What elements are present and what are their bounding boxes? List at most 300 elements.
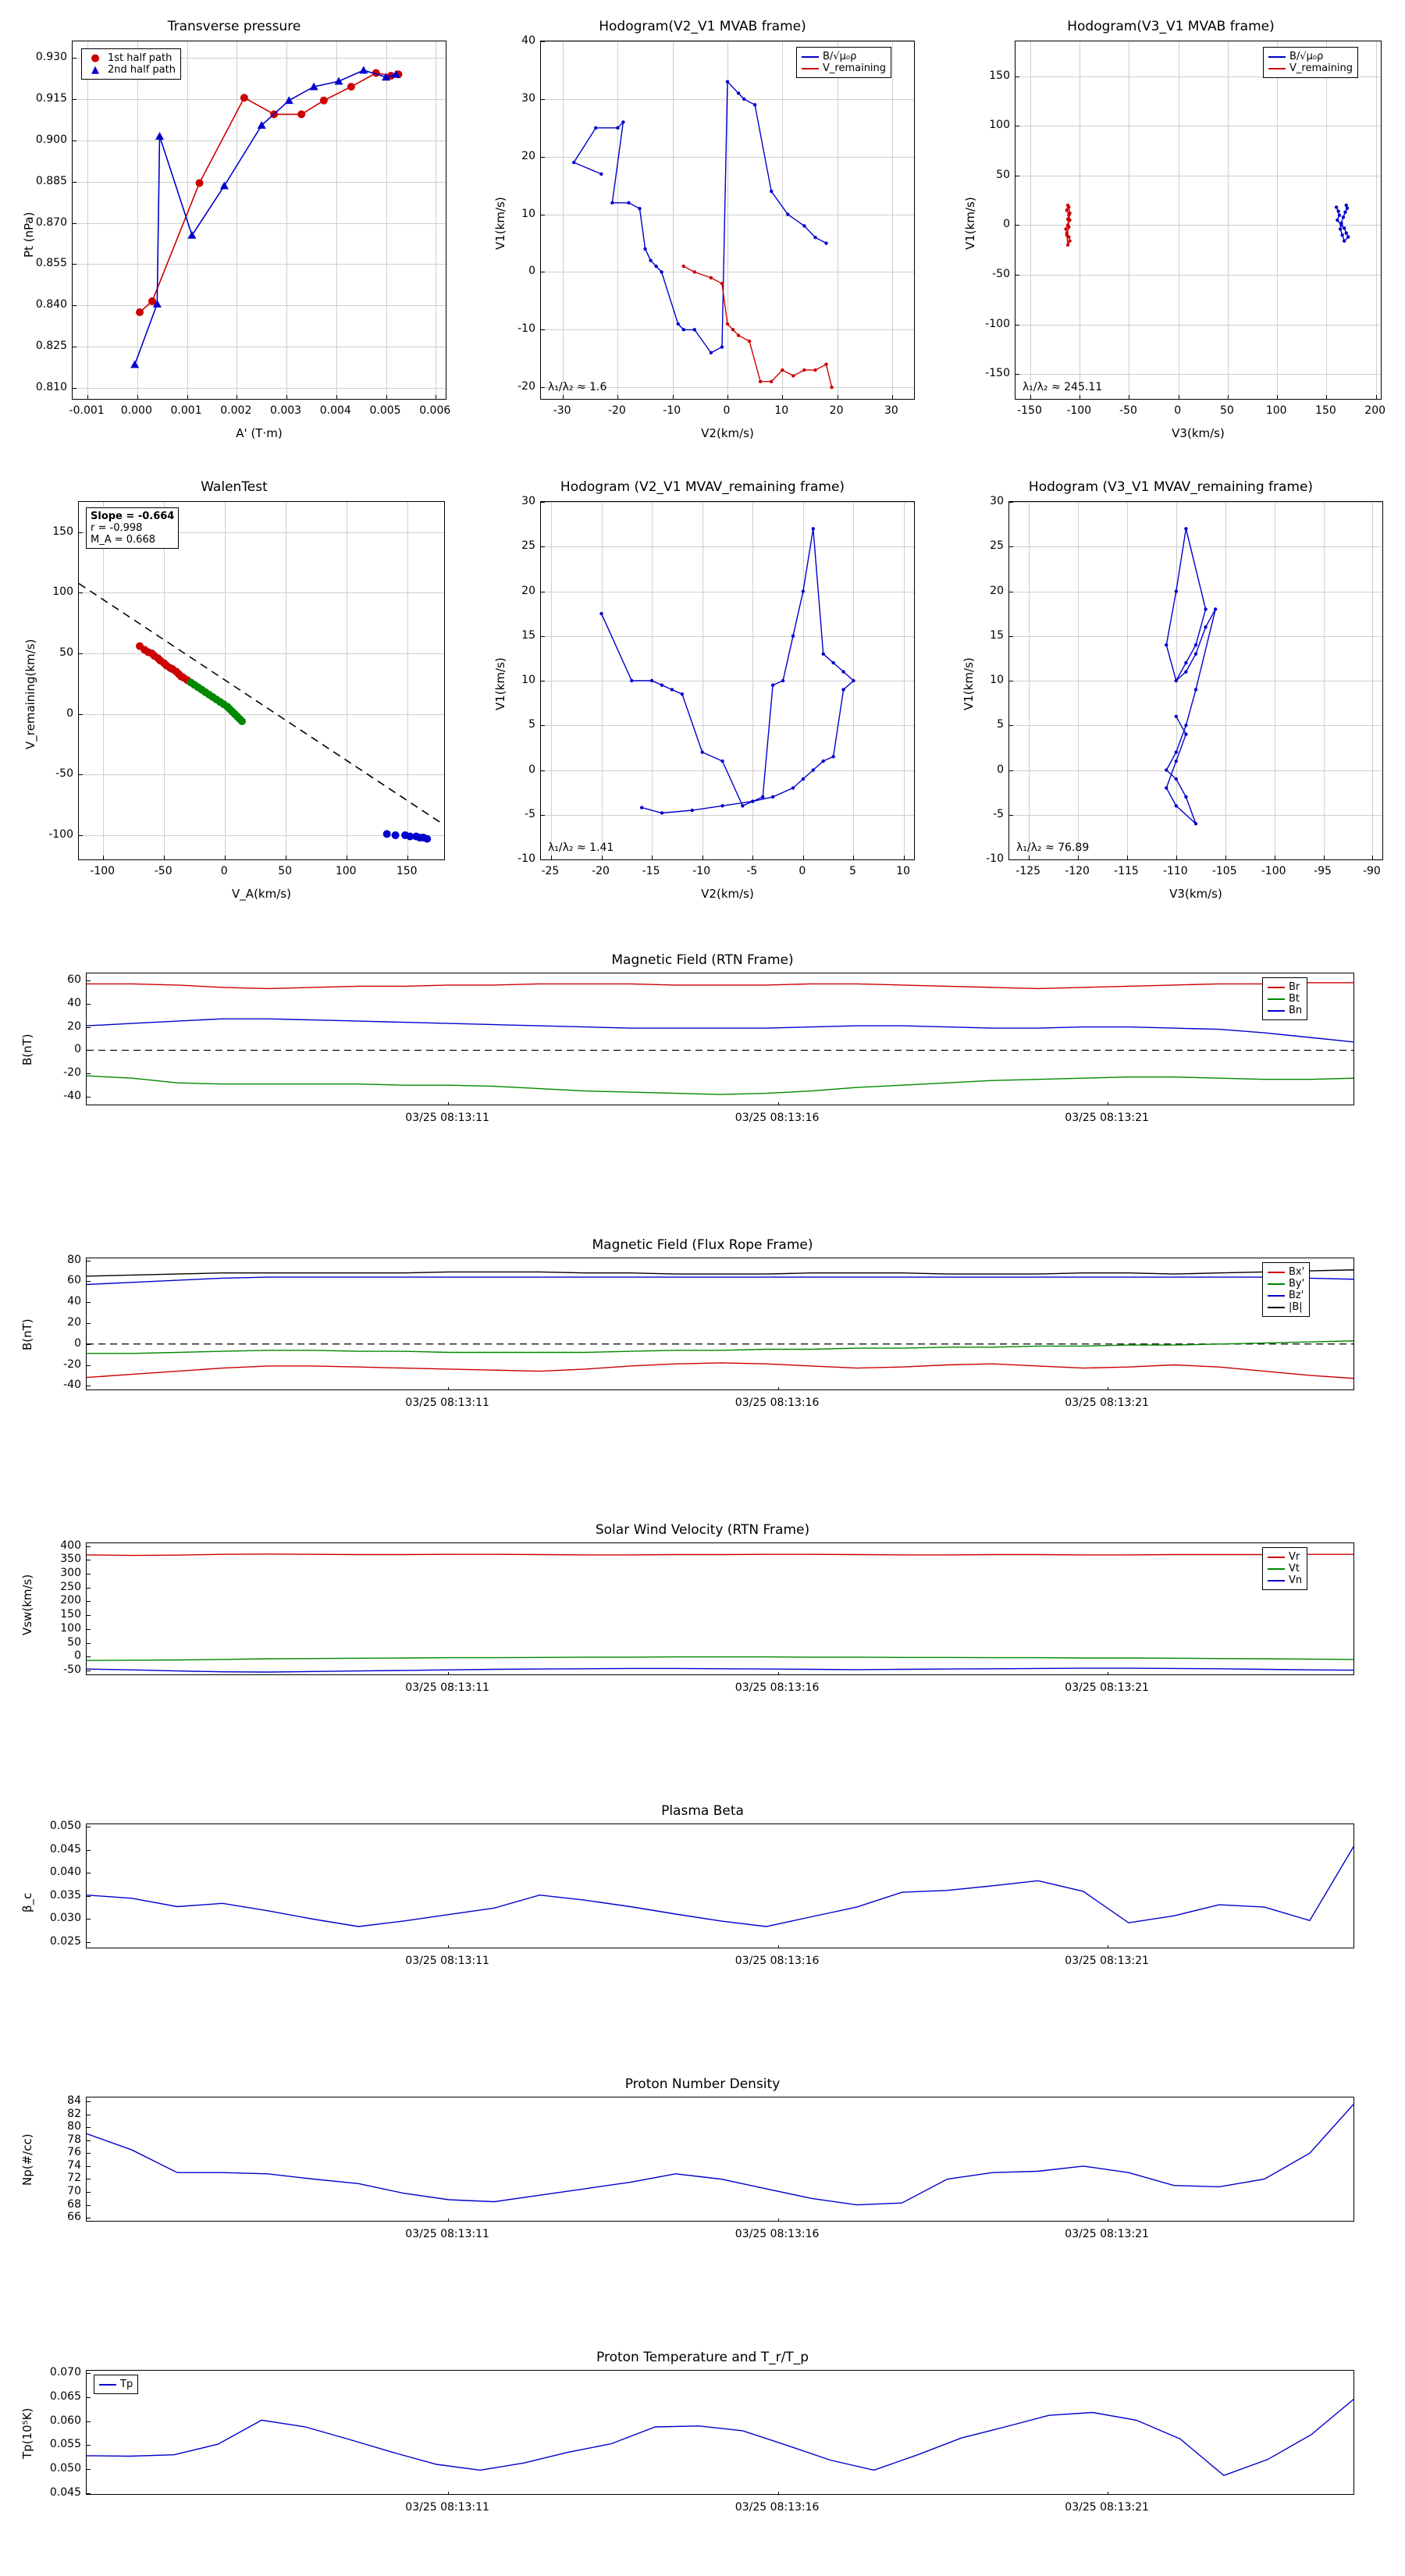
legend-swatch [99,2384,116,2386]
legend-label: |B| [1289,1301,1303,1313]
x-tick-label: 150 [396,865,418,877]
data-point [726,80,729,84]
x-axis-label: V2(km/s) [701,426,754,440]
y-tick-label: -40 [63,1379,81,1392]
y-tick-label: 40 [67,996,81,1009]
y-tick-mark [541,859,545,860]
panel-magnetic-field-rtn [0,952,1405,1155]
y-tick-label: 68 [67,2197,81,2211]
y-tick-label: 72 [67,2172,81,2185]
y-tick-label: 50 [67,1635,81,1649]
data-point [771,684,774,687]
y-axis-label: B(nT) [20,1318,34,1350]
x-tick-label: -110 [1162,865,1188,877]
x-tick-label: 0 [723,404,731,417]
data-point [621,120,624,123]
data-point [802,224,806,227]
legend-swatch [1268,1580,1285,1582]
data-point [737,91,740,94]
legend-row [1268,1290,1304,1301]
x-tick-label: 50 [278,865,293,877]
y-tick-label: 5 [528,718,535,731]
data-point [693,328,696,331]
data-point [824,241,827,244]
x-tick-label: -15 [642,865,660,877]
legend [1263,47,1358,78]
data-point [1214,607,1217,610]
legend-swatch [1268,998,1285,1000]
x-tick-label: -95 [1314,865,1332,877]
data-point [660,684,663,687]
legend-row [1268,1266,1304,1278]
y-tick-label: 350 [60,1553,81,1566]
y-tick-label: -100 [48,827,73,841]
y-tick-label: -20 [63,1066,81,1080]
y-tick-label: 0.040 [49,1866,81,1879]
data-point [682,265,685,268]
data-point [1204,625,1207,628]
data-point [1175,679,1178,682]
data-point [660,811,663,814]
y-tick-label: 50 [59,646,73,660]
x-tick-label: 0 [1174,404,1182,417]
x-tick-label: 03/25 08:13:21 [1065,1955,1149,1967]
legend [94,2375,138,2394]
legend-row [1268,981,1302,993]
panel-magnetic-field-flux-rope [0,1237,1405,1440]
data-point [1175,715,1178,718]
y-tick-label: 0.855 [35,257,67,270]
legend-label: Vn [1289,1574,1303,1586]
data-point [1194,822,1197,825]
y-tick-label: 20 [67,1019,81,1033]
data-point [1339,222,1343,225]
x-tick-label: 03/25 08:13:11 [405,1397,489,1409]
y-tick-label: 100 [52,585,73,599]
x-tick-label: -20 [592,865,610,877]
x-axis-label: V3(km/s) [1169,887,1222,901]
x-tick-label: 03/25 08:13:21 [1065,1112,1149,1124]
y-tick-label: 0.030 [49,1912,81,1925]
y-tick-label: 20 [521,149,535,162]
x-tick-label: 03/25 08:13:11 [405,1112,489,1124]
fit-slope: Slope = -0.664 [91,511,175,522]
x-tick-label: 03/25 08:13:21 [1065,2228,1149,2240]
legend-row [1268,1551,1302,1563]
gridline-horizontal [541,859,914,860]
data-point [130,360,139,368]
panel-proton-temperature [0,2350,1405,2545]
data-point [691,809,694,812]
data-point [1340,233,1343,237]
data-point [187,231,196,239]
panel-transverse-pressure [0,8,468,445]
data-point [1165,786,1168,789]
y-tick-label: 15 [521,628,535,642]
panel-title: Plasma Beta [661,1803,744,1819]
panel-plasma-beta [0,1803,1405,1998]
y-tick-label: 0 [74,1336,81,1350]
data-point [681,692,684,696]
data-point [1335,205,1338,208]
y-tick-label: 30 [990,495,1004,507]
panel-title-text: Hodogram (V3_V1 MVAV_remaining frame) [1028,479,1314,495]
data-point [726,322,729,326]
data-point [1184,733,1187,736]
x-tick-label: 03/25 08:13:16 [735,2501,820,2514]
plot-area [86,973,1354,1105]
data-point [791,786,795,789]
data-point [643,247,646,251]
panel-title: Hodogram(V2_V1 MVAB frame) [599,19,806,34]
legend-swatch [1268,1272,1285,1273]
data-point [1068,212,1071,215]
y-tick-label: 0 [74,1043,81,1056]
y-tick-label: -50 [992,267,1010,280]
data-point [616,126,619,130]
eigenvalue-ratio-annotation: λ₁/λ₂ ≈ 1.6 [548,381,607,393]
data-point [693,270,696,273]
series-line [602,528,854,813]
y-axis-label: V1(km/s) [493,197,507,250]
y-tick-label: 0.810 [35,380,67,393]
series-line [87,2103,1354,2205]
x-tick-label: 100 [335,865,357,877]
y-tick-label: 20 [521,584,535,597]
y-tick-label: 0.065 [49,2389,81,2403]
y-axis-label: V_remaining(km/s) [23,639,37,749]
y-tick-label: 300 [60,1566,81,1579]
legend-swatch [1268,56,1286,58]
y-tick-label: -50 [55,767,73,781]
legend-label: V_remaining [823,62,887,74]
y-tick-label: -10 [986,852,1004,865]
data-point [654,265,657,268]
series-line [87,1341,1354,1354]
legend [796,47,891,78]
data-point [347,83,355,91]
y-tick-label: 25 [990,539,1004,553]
data-point [710,276,713,279]
y-tick-label: 0.045 [49,1842,81,1856]
series-line [684,266,832,387]
data-point [1175,804,1178,807]
plot-area [86,1542,1354,1675]
panel-title [468,479,937,495]
x-tick-label: 03/25 08:13:16 [735,1112,820,1124]
y-tick-label: 0 [74,1649,81,1663]
x-tick-label: -10 [663,404,681,417]
y-tick-label: 0.930 [35,51,67,64]
y-tick-label: 80 [67,1253,81,1266]
data-layer [79,502,444,859]
x-tick-label: 03/25 08:13:21 [1065,1397,1149,1409]
data-point [759,380,762,383]
x-tick-label: 03/25 08:13:16 [735,1955,820,1967]
y-tick-label: 0.900 [35,133,67,146]
data-point [599,612,603,615]
y-tick-label: 0.070 [49,2366,81,2379]
data-point [1066,244,1069,247]
data-point [802,589,805,592]
data-layer [1009,502,1382,859]
data-point [1165,643,1168,646]
y-tick-label: -10 [518,322,535,336]
data-point [220,181,229,189]
series-line [574,82,826,353]
y-axis-label: V1(km/s) [962,657,976,710]
y-tick-label: 60 [67,973,81,986]
y-tick-label: 0.035 [49,1888,81,1902]
panel-proton-number-density [0,2076,1405,2272]
data-point [1175,760,1178,763]
x-tick-label: -115 [1114,865,1139,877]
data-point [1067,205,1070,208]
data-point [1064,227,1067,230]
x-tick-label: 03/25 08:13:16 [735,1397,820,1409]
legend-label: 2nd half path [108,64,176,76]
y-axis-label: Vsw(km/s) [20,1574,34,1635]
x-tick-label: 0.004 [319,404,351,417]
y-axis-label: Np(#/cc) [20,2133,34,2186]
x-axis-label: V3(km/s) [1172,426,1225,440]
y-tick-label: 100 [989,119,1010,132]
x-tick-label: -120 [1065,865,1090,877]
plot-area [540,41,915,400]
data-point [1067,226,1070,229]
data-point [610,201,614,205]
legend-label: Bt [1289,993,1300,1005]
y-tick-label: 40 [521,34,535,47]
legend-label: 1st half path [108,52,173,64]
data-point [1184,795,1187,799]
x-axis-label: A' (T·m) [236,426,283,440]
data-point [1184,670,1187,673]
series-line [87,1363,1354,1379]
data-point [751,799,754,802]
x-tick-label: -0.001 [69,404,105,417]
x-tick-label: 0.006 [419,404,451,417]
data-point [1194,643,1197,646]
y-tick-label: 0.050 [49,2462,81,2475]
legend-swatch [802,68,819,69]
fit-correlation: r = -0.998 [91,522,143,534]
y-tick-label: 0 [66,706,73,720]
series-line [87,1270,1354,1276]
y-tick-label: 10 [521,207,535,220]
x-tick-label: -100 [1261,865,1286,877]
y-tick-label: -20 [63,1357,81,1371]
data-point [682,328,685,331]
y-tick-label: 66 [67,2211,81,2224]
plot-area [1008,501,1383,860]
legend-row [1268,993,1302,1005]
linear-fit-line [79,584,444,825]
y-tick-label: 0.060 [49,2414,81,2427]
y-tick-label: 0.885 [35,174,67,187]
plot-area [86,1258,1354,1390]
y-tick-label: 0.825 [35,340,67,353]
data-point [742,98,745,101]
x-tick-label: 03/25 08:13:11 [405,1955,489,1967]
data-point [640,806,643,809]
data-point [771,795,774,799]
x-tick-label: 150 [1315,404,1336,417]
panel-title: Magnetic Field (Flux Rope Frame) [592,1237,813,1253]
legend-label: V_remaining [1289,62,1353,74]
y-tick-label: 20 [990,584,1004,597]
y-axis-label: Pt (nPa) [22,212,36,258]
data-layer [87,1824,1354,1948]
x-tick-label: 50 [1220,404,1234,417]
plot-area [540,501,915,860]
legend-label: Bz' [1289,1290,1304,1301]
panel-hodogram-v2v1-mvav [468,468,937,906]
panel-walen-test [0,468,468,906]
panel-title [937,479,1405,495]
data-point [812,527,815,530]
legend-swatch [1268,1557,1285,1558]
legend-label: Vt [1289,1563,1300,1574]
y-axis-label: B(nT) [20,1034,34,1066]
data-point [813,236,816,239]
data-point [748,340,751,343]
x-tick-label: -105 [1211,865,1237,877]
x-tick-label: -100 [90,865,116,877]
data-layer [87,1258,1354,1390]
data-layer [541,502,914,859]
y-tick-label: -150 [985,367,1010,380]
data-layer [1016,41,1381,399]
legend-swatch [1268,1295,1285,1297]
series-line [87,1668,1354,1672]
data-point [196,179,204,187]
legend-swatch [1268,1283,1285,1285]
legend-label: Bx' [1289,1266,1305,1278]
data-point [670,688,674,691]
data-point [1204,607,1207,610]
x-tick-label: 03/25 08:13:11 [405,1681,489,1694]
series-line [87,1845,1354,1927]
x-tick-label: 03/25 08:13:21 [1065,2501,1149,2514]
plot-area [78,501,445,860]
y-tick-label: -50 [63,1663,81,1676]
data-point [423,835,431,843]
legend-marker-triangle: ▲ [91,64,99,76]
data-point [599,173,603,176]
data-point [359,66,368,73]
series-line [87,1076,1354,1094]
y-tick-label: 74 [67,2158,81,2172]
data-point [701,750,704,753]
eigenvalue-ratio-annotation: λ₁/λ₂ ≈ 245.11 [1023,381,1103,393]
data-point [1345,204,1348,207]
data-point [841,670,845,673]
data-point [1343,240,1346,243]
x-tick-label: 03/25 08:13:21 [1065,1681,1149,1694]
data-point [677,322,680,326]
legend-swatch [1268,1568,1285,1570]
legend-row [1268,1574,1302,1586]
x-tick-label: 03/25 08:13:16 [735,2228,820,2240]
y-tick-label: 0.840 [35,298,67,311]
x-tick-label: 0.002 [220,404,252,417]
y-axis-label: V1(km/s) [963,197,977,250]
data-point [240,94,248,101]
x-tick-label: 0.005 [369,404,401,417]
data-point [786,212,789,215]
y-tick-label: 400 [60,1539,81,1552]
data-point [1343,211,1346,214]
y-tick-label: 82 [67,2107,81,2120]
series-line [87,1277,1354,1284]
data-layer [87,2097,1354,2222]
y-tick-label: 0.915 [35,91,67,105]
x-tick-label: -5 [746,865,758,877]
y-tick-label: -5 [525,807,535,820]
data-layer [541,41,914,399]
y-tick-label: 0 [528,265,535,278]
data-point [1345,231,1348,234]
x-tick-label: 03/25 08:13:11 [405,2501,489,2514]
data-point [824,362,827,365]
data-point [831,755,834,758]
data-point [731,328,735,331]
eigenvalue-ratio-annotation: λ₁/λ₂ ≈ 76.89 [1016,841,1090,854]
y-tick-label: 100 [60,1621,81,1635]
x-tick-label: -100 [1066,404,1092,417]
y-tick-label: 25 [521,539,535,553]
legend-label: B/√μ₀ρ [823,51,857,62]
y-tick-label: 78 [67,2133,81,2146]
data-point [1338,213,1341,216]
panel-hodogram-v2v1-mvab [468,8,937,445]
y-tick-label: 84 [67,2094,81,2107]
legend-label: By' [1289,1278,1305,1290]
data-point [1346,235,1350,238]
panel-title-text: Hodogram (V2_V1 MVAV_remaining frame) [560,479,845,495]
legend-label: Bn [1289,1005,1303,1016]
data-point [791,374,795,377]
data-point [852,679,855,682]
legend-row [1268,1278,1304,1290]
panel-hodogram-v3v1-mvav [937,468,1405,906]
data-point [737,334,740,337]
data-point [1342,215,1345,219]
panel-title: WalenTest [201,479,268,495]
data-point [822,652,825,655]
x-tick-label: -20 [607,404,626,417]
y-tick-label: 15 [990,628,1004,642]
plot-area [72,41,446,400]
eigenvalue-ratio-annotation: λ₁/λ₂ ≈ 1.41 [548,841,614,854]
panel-title: Proton Temperature and T_r/T_p [596,2350,809,2365]
y-tick-label: -40 [63,1090,81,1103]
y-tick-label: 80 [67,2120,81,2133]
data-point [1175,777,1178,781]
data-point [720,282,724,285]
gridline-horizontal [1009,859,1382,860]
data-point [791,635,795,638]
data-point [155,132,164,140]
y-tick-label: 0.050 [49,1819,81,1832]
y-tick-label: 250 [60,1580,81,1593]
x-tick-label: 20 [829,404,844,417]
x-tick-label: 200 [1364,404,1386,417]
y-tick-label: 150 [60,1608,81,1621]
x-tick-label: 10 [774,404,789,417]
x-tick-label: -50 [154,865,173,877]
